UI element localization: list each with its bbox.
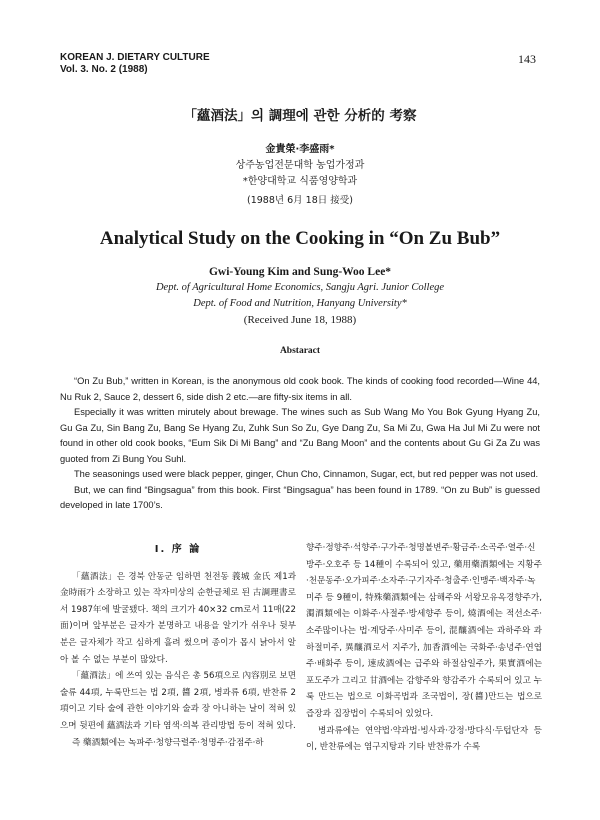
page-number: 143 (518, 52, 536, 66)
english-author-names: Gwi-Young Kim and Sung-Woo Lee* (208, 266, 392, 278)
section-heading-introduction: I. 序 論 (154, 544, 202, 555)
korean-authors-block (0, 142, 600, 190)
english-title: Analytical Study on the Cooking in “On Zu Bub” (99, 228, 501, 249)
body-paragraph: 「蘊酒法」에 쓰여 있는 음식은 총 56項으로 內容別로 보면 술류 44項, 누룩만드는 법 2項, 醬 2項, 병과류 6項, 반찬류 2項이고 기타 술에 관한 이야기와 술과 장 아니하는 날이 적혀 있으며 뒷편에 蘊酒法과 기타 염색·의복 관리방법 등이 적혀 있다. (60, 671, 296, 731)
abstract-paragraph-3: The seasonings used were black pepper, ginger, Chun Cho, Cinnamon, Sugar, ect, but red pepper was not used. (74, 469, 539, 479)
korean-received-date: (1988년 6月 18日 接受) (247, 195, 353, 206)
korean-author-names: 金貴榮·李盛雨* (265, 144, 335, 155)
abstract-paragraph-2: Especially it was written mirutely about brewage. The wines such as Sub Wang Mo You Bok Gyung Hyang Zu, Gu Ga Zu, Sin Bang Zu, Bang Se Hyang Zu, Zuhk Sun So Zu, Gye Dang Zu, Sa Mi Zu, Gwa Ha Jul Mi Zu were not found in other old cook books, “Eum Sik Di Mi Bang” and “Zu Bang Moon” and the contents about Gu Gi Za Zu was guoted from Zi Bung You Suhl. (60, 407, 540, 464)
english-authors-block (0, 264, 600, 328)
body-paragraph: 「蘊酒法」은 경북 안동군 임하면 천전동 義城 金氏 제1과 金時雨가 소장하고 있는 작자미상의 순한글체로 된 古調理書로서 1987年에 발굴됐다. 책의 크기가 40×32 cm로서 11매(22面)이며 앞부분은 글자가 분명하고 내용을 알기가 쉬우나 뒷부분은 글자체가 작고 심하게 흘려 썼으며 종이가 몹시 낡아서 알아 볼 수 없는 부분이 많았다. (60, 571, 296, 665)
body-column-left (60, 540, 296, 751)
body-paragraph: 병과류에는 연약법·약과법·빙사과·강정·방다식·두텁단자 등이, 반찬류에는 염구지탕과 기타 반찬류가 수록 (306, 725, 542, 753)
korean-affiliation-1: 상주농업전문대학 농업가정과 (235, 160, 365, 171)
korean-title: 「蘊酒法」의 調理에 관한 分析的 考察 (183, 108, 417, 124)
journal-name: KOREAN J. DIETARY CULTURE (60, 52, 210, 63)
english-affiliation-1: Dept. of Agricultural Home Economics, Sangju Agri. Junior College (155, 282, 445, 293)
abstract-paragraph-1: “On Zu Bub,” written in Korean, is the anonymous old cook book. The kinds of cooking food recorded—Wine 44, Nu Ruk 2, Sauce 2, dessert 6, side dish 2 etc.—are fifty-six items in all. (60, 376, 540, 402)
abstract-body (60, 374, 540, 514)
english-affiliation-2: Dept. of Food and Nutrition, Hanyang University* (193, 298, 407, 309)
abstract-paragraph-4: But, we can find “Bingsagua” from this book. First “Bingsagua” has been found in 1789. “On zu Bub” is guessed developed in late 1700’s. (60, 484, 540, 510)
korean-affiliation-2: *한양대학교 식품영양학과 (242, 176, 358, 187)
journal-header (60, 52, 210, 76)
body-paragraph: 향주·정향주·석향주·구가주·청명볼변주·황금주·소곡주·열주·신방주·오호주 등 14種이 수록되어 있고, 藥用藥酒類에는 지황주·천문동주·오가피주·소자주·구기자주·청출주·인맹주·백자주·녹미주 등 9種이, 特殊藥酒類에는 삼해주와 서왕모유옥경향주가, 濁酒類에는 이화주·사절주·방세향주 등이, 燒酒에는 적선소주·소주많이나는 법·계당주·사미주 등이, 混釀酒에는 과하주와 과하절미주, 異釀酒로서 지주가, 加香酒에는 국화주·송녕주·연엽주·배화주 등이, 速成酒에는 급주와 하절삼일주가, 果實酒에는 포도주가 그리고 甘酒에는 감향주와 향감주가 수록되어 있고 누룩 만드는 법으로 이화곡법과 조국법이, 장(醬)만드는 법으로 즙장과 집장법이 수록되어 있었다. (306, 543, 542, 719)
body-column-right (306, 540, 542, 756)
journal-volume: Vol. 3. No. 2 (1988) (60, 64, 148, 75)
body-paragraph: 즉 藥酒類에는 녹파주·청향극렬주·청명주·감점주·하 (72, 737, 264, 748)
abstract-heading: Abstaract (279, 346, 321, 356)
english-received-date: (Received June 18, 1988) (243, 314, 357, 326)
